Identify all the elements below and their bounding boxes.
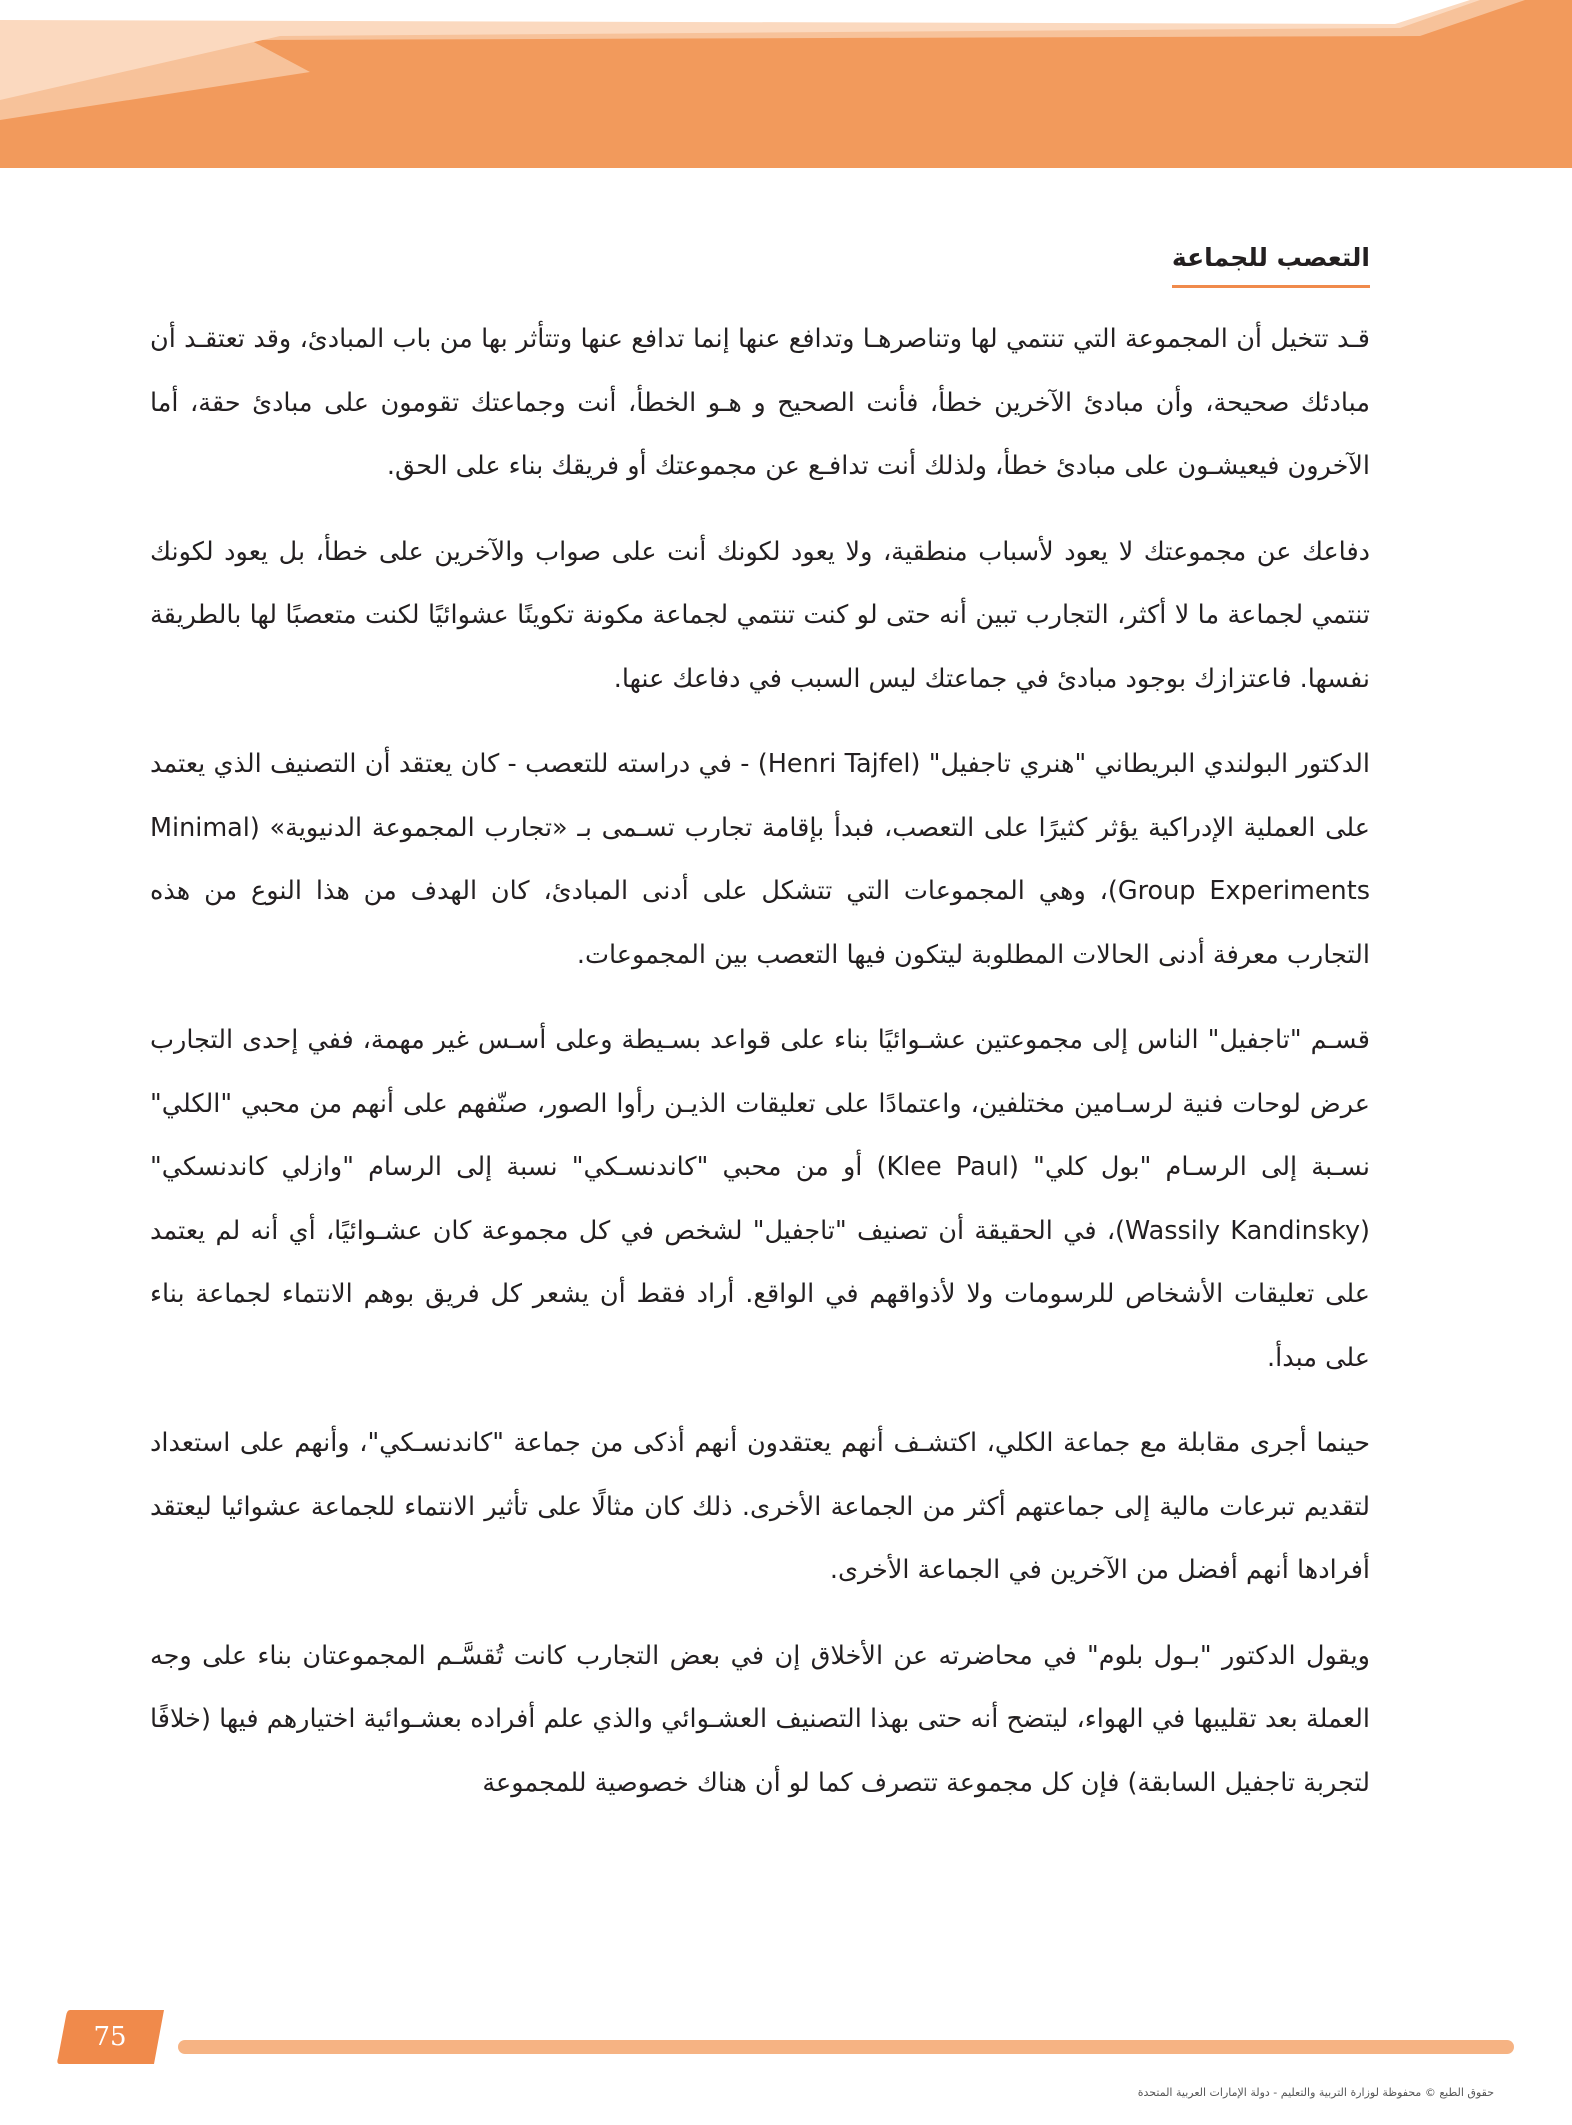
section-title: التعصب للجماعة [1172, 240, 1370, 288]
copyright-text: حقوق الطبع © محفوظة لوزارة التربية والتعليم - دولة الإمارات العربية المتحدة [1137, 2086, 1494, 2099]
header-white-shape [0, 0, 1470, 24]
footer-rule [178, 2040, 1514, 2054]
header-banner [0, 0, 1572, 168]
page-number: 75 [93, 2022, 127, 2052]
paragraph: دفاعك عن مجموعتك لا يعود لأسباب منطقية، ولا يعود لكونك أنت على صواب والآخرين على خطأ، بل يعود لكونك تنتمي لجماعة ما لا أكثر، التجارب تبين أنه حتى لو كنت تنتمي لجماعة مكونة تكوينًا عشوائيًا لكنت متعصبًا لها بالطريقة نفسها. فاعتزازك بوجود مبادئ في جماعتك ليس السبب في دفاعك عنها. [150, 536, 1370, 694]
paragraph: حينما أجرى مقابلة مع جماعة الكلي، اكتشـف أنهم يعتقدون أنهم أذكى من جماعة "كاندنسـكي"، وأنهم على استعداد لتقديم تبرعات مالية إلى جماعتهم أكثر من الجماعة الأخرى. ذلك كان مثالًا على تأثير الانتماء للجماعة عشوائيا ليعتقد أفرادها أنهم أفضل من الآخرين في الجماعة الأخرى. [150, 1428, 1370, 1585]
paragraph: الدكتور البولندي البريطاني "هنري تاجفيل" (Henri Tajfel) - في دراسته للتعصب - كان يعتقد أن التصنيف الذي يعتمد على العملية الإدراكية يؤثر كثيرًا على التعصب، فبدأ بإقامة تجارب تسـمى بـ «تجارب المجموعة الدنيوية» (Minimal Group Experiments)، وهي المجموعات التي تتشكل على أدنى المبادئ، كان الهدف من هذا النوع من هذه التجارب معرفة أدنى الحالات المطلوبة ليتكون فيها التعصب بين المجموعات. [150, 749, 1370, 970]
paragraph: ويقول الدكتور "بـول بلوم" في محاضرته عن الأخلاق إن في بعض التجارب كانت تُقسَّـم المجموعتان بناء على وجه العملة بعد تقليبها في الهواء، ليتضح أنه حتى بهذا التصنيف العشـوائي والذي علم أفراده بعشـوائية اختيارهم فيها (خلافًا لتجربة تاجفيل السابقة) فإن كل مجموعة تتصرف كما لو أن هناك خصوصية للمجموعة [150, 1640, 1370, 1798]
paragraph: قسـم "تاجفيل" الناس إلى مجموعتين عشـوائيًا بناء على قواعد بسـيطة وعلى أسـس غير مهمة، ففي إحدى التجارب عرض لوحات فنية لرسـامين مختلفين، واعتمادًا على تعليقات الذيـن رأوا الصور، صنّفهم على أنهم من محبي "الكلي" نسـبة إلى الرسـام "بول كلي" (Klee Paul) أو من محبي "كاندنسـكي" نسبة إلى الرسام "وازلي كاندنسكي" (Wassily Kandinsky)، في الحقيقة أن تصنيف "تاجفيل" لشخص في كل مجموعة كان عشـوائيًا، أي أنه لم يعتمد على تعليقات الأشخاص للرسومات ولا لأذواقهم في الواقع. أراد فقط أن يشعر كل فريق بوهم الانتماء لجماعة بناء على مبدأ. [150, 1025, 1370, 1373]
paragraph: قـد تتخيل أن المجموعة التي تنتمي لها وتناصرهـا وتدافع عنها إنما تدافع عنها وتتأثر بها من باب المبادئ، وقد تعتقـد أن مبادئك صحيحة، وأن مبادئ الآخرين خطأ، فأنت الصحيح و هـو الخطأ، أنت وجماعتك تقومون على مبادئ حقة، أما الآخرون فيعيشـون على مبادئ خطأ، ولذلك أنت تدافـع عن مجموعتك أو فريقك بناء على الحق. [150, 324, 1370, 481]
main-content [150, 240, 1370, 1837]
header-decoration [0, 0, 1572, 168]
